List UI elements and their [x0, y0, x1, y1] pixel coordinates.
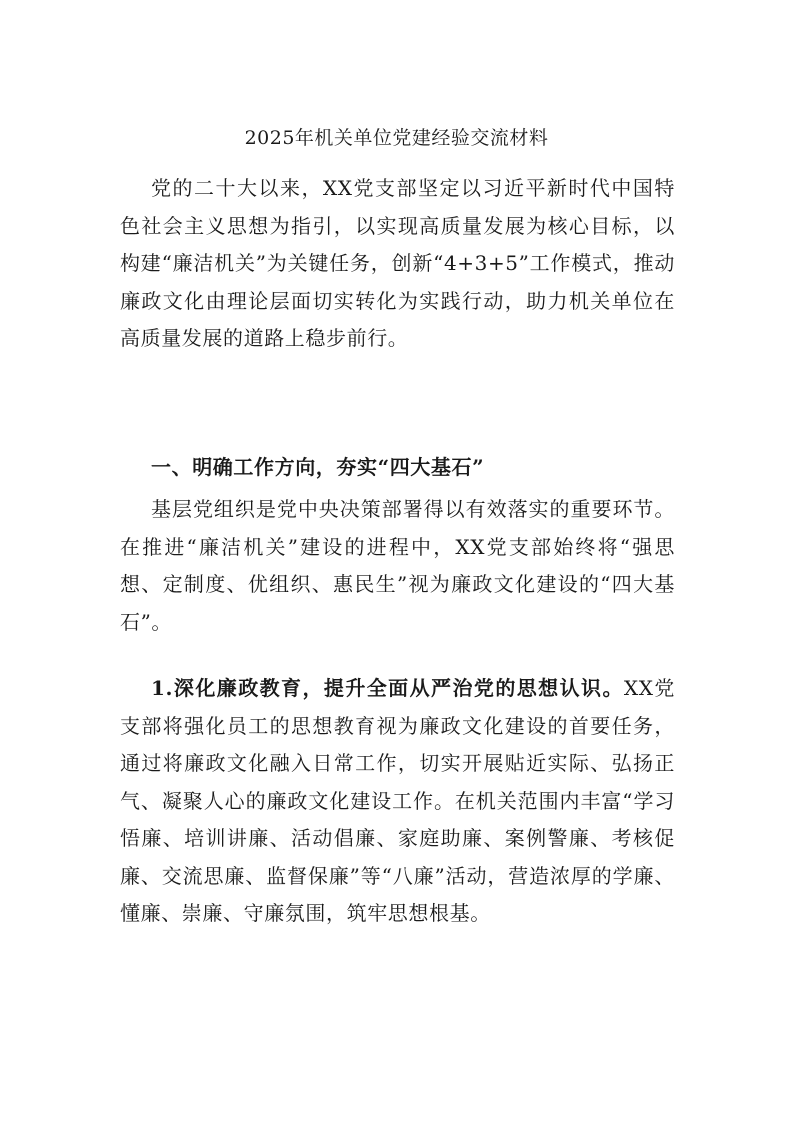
item-1-body: XX党支部将强化员工的思想教育视为廉政文化建设的首要任务，通过将廉政文化融入日常工作，切实开展贴近实际、弘扬正气、凝聚人心的廉政文化建设工作。在机关范围内丰富“学习悟廉、培训讲廉、活动倡廉、家庭助廉、案例警廉、考核促廉、交流思廉、监督保廉”等“八廉”活动，营造浓厚的学廉、懂廉、崇廉、守廉氛围，筑牢思想根基。 [120, 676, 675, 925]
document-title: 2025年机关单位党建经验交流材料 [244, 127, 549, 149]
section-heading-1: 一、明确工作方向，夯实“四大基石” [151, 455, 485, 479]
item-1-paragraph [120, 670, 675, 933]
section-1-paragraph: 基层党组织是党中央决策部署得以有效落实的重要环节。在推进“廉洁机关”建设的进程中，XX党支部始终将“强思想、定制度、优组织、惠民生”视为廉政文化建设的“四大基石”。 [120, 497, 675, 634]
intro-paragraph: 党的二十大以来，XX党支部坚定以习近平新时代中国特色社会主义思想为指引，以实现高质量发展为核心目标，以构建“廉洁机关”为关键任务，创新“4+3+5”工作模式，推动廉政文化由理论层面切实转化为实践行动，助力机关单位在高质量发展的道路上稳步前行。 [120, 176, 675, 350]
item-1-lead: 1.深化廉政教育，提升全面从严治党的思想认识。 [151, 676, 624, 700]
